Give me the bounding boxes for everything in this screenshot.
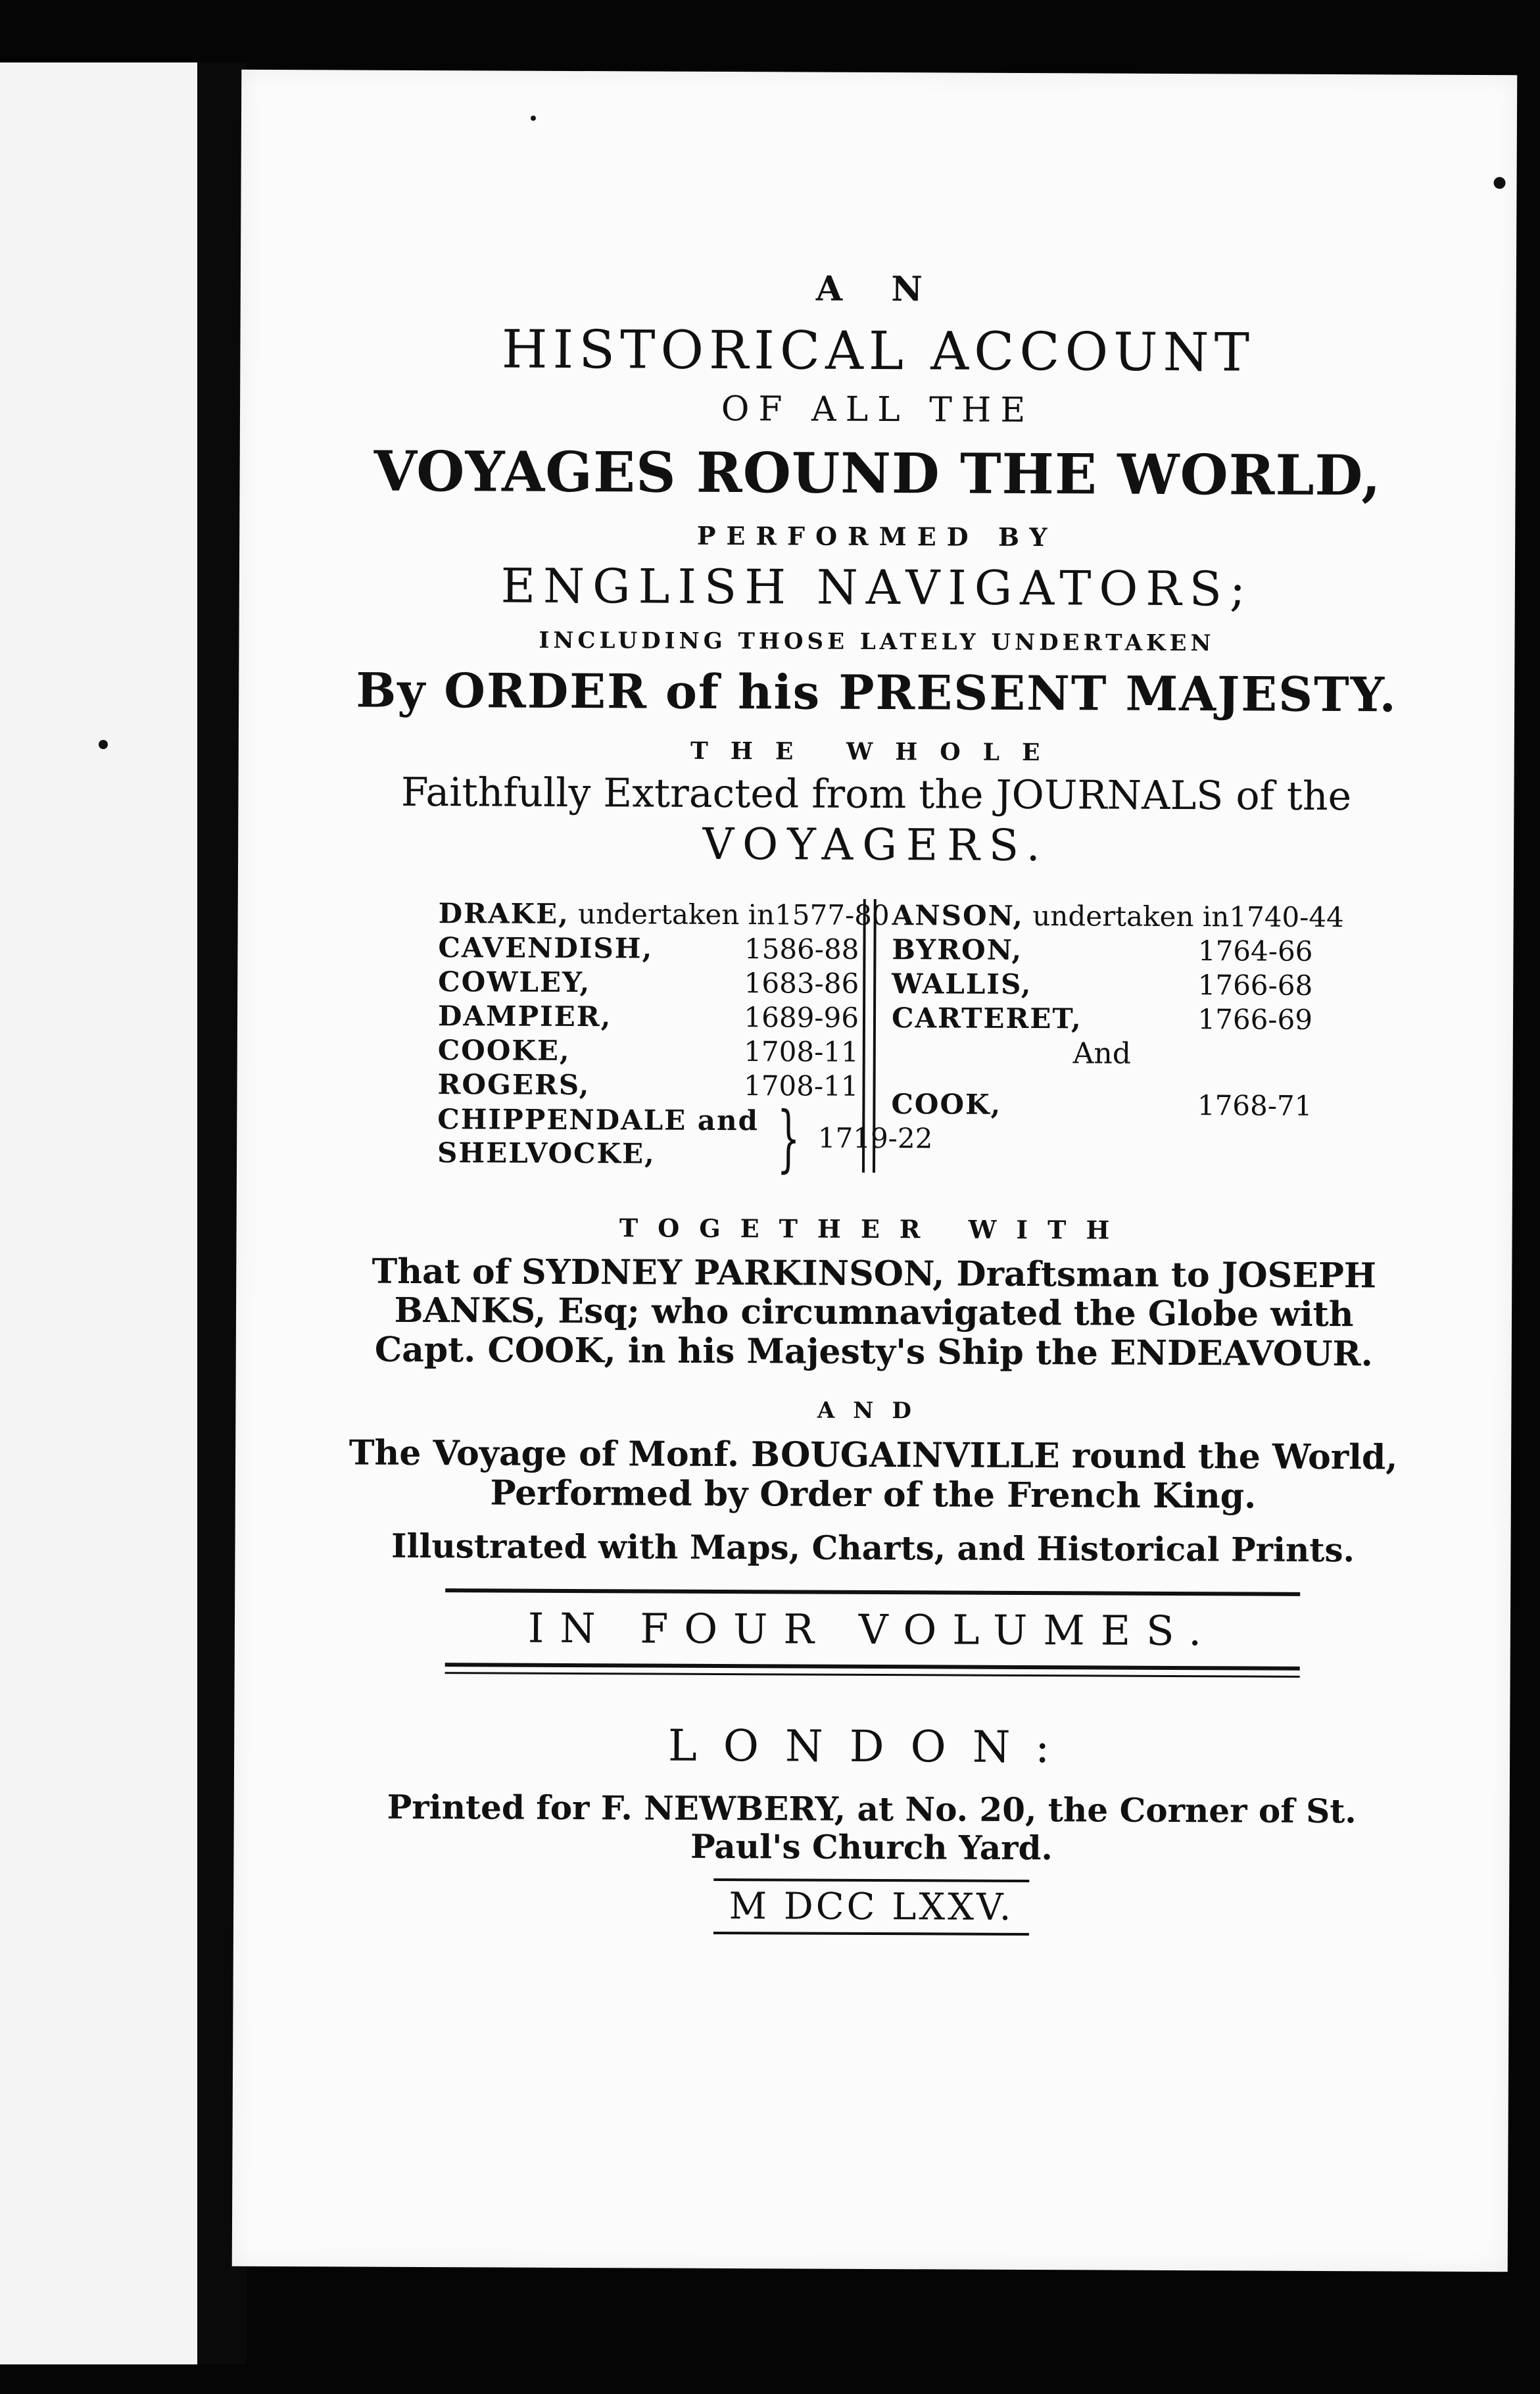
title-page: [232, 70, 1518, 2272]
together-with-heading: TOGETHER WITH: [619, 1213, 1130, 1245]
title-voyagers: VOYAGERS.: [702, 818, 1049, 871]
navigator-name: COOKE,: [437, 1033, 571, 1067]
title-historical-account: HISTORICAL ACCOUNT: [501, 318, 1255, 383]
navigator-name: DRAKE,: [438, 896, 569, 930]
parkinson-paragraph: [335, 1252, 1414, 1375]
voyage-years: 1577-80: [775, 898, 890, 931]
voyage-row: [891, 1070, 1312, 1140]
voyage-years: 1766-69: [1197, 1002, 1313, 1036]
double-rule-below-volumes: [445, 1663, 1300, 1678]
ink-speck: [531, 116, 536, 121]
title-the-whole: THE WHOLE: [690, 737, 1063, 766]
title-article: A N: [815, 268, 941, 310]
parkinson-line: That of SYDNEY PARKINSON, Draftsman to JOSEPH: [372, 1251, 1377, 1296]
voyage-and-row: [892, 1036, 1312, 1072]
title-voyages: VOYAGES ROUND THE WORLD,: [373, 438, 1382, 508]
rule-above-volumes: [445, 1588, 1300, 1596]
voyage-years: 1689-96: [744, 1000, 859, 1034]
voyage-row: [438, 931, 859, 967]
voyage-years: 1708-11: [744, 1035, 859, 1068]
and-heading: AND: [817, 1397, 930, 1425]
imprint-date: M DCC LXXV.: [713, 1878, 1029, 1936]
voyage-row: [892, 967, 1312, 1004]
title-including: INCLUDING THOSE LATELY UNDERTAKEN: [539, 627, 1215, 656]
double-rule-divider: [862, 899, 877, 1173]
voyage-note: undertaken in: [578, 897, 775, 931]
navigator-name: CHIPPENDALE and: [437, 1103, 759, 1137]
voyage-row: [892, 933, 1312, 969]
voyage-row: [892, 898, 1344, 935]
illustrated-line: Illustrated with Maps, Charts, and Historical Prints.: [391, 1526, 1355, 1569]
voyage-row: [438, 965, 859, 1002]
navigator-name: DAMPIER,: [437, 999, 612, 1033]
voyage-years: 1766-68: [1197, 968, 1313, 1002]
voyage-years: 1740-44: [1229, 900, 1344, 933]
brace-glyph: }: [777, 1096, 800, 1181]
voyage-row: [438, 1034, 859, 1070]
title-english-navigators: ENGLISH NAVIGATORS;: [500, 558, 1254, 617]
voyage-years: 1719-22: [817, 1121, 933, 1155]
navigator-name: COWLEY,: [438, 965, 591, 998]
title-of-all-the: OF ALL THE: [721, 389, 1035, 430]
navigator-name: COOK,: [891, 1087, 1002, 1121]
voyage-years: 1768-71: [1197, 1088, 1312, 1122]
imprint-line: Paul's Church Yard.: [690, 1826, 1053, 1867]
navigator-name: BYRON,: [892, 933, 1023, 966]
parkinson-line: Capt. COOK, in his Majesty's Ship the ENDEAVOUR.: [374, 1329, 1373, 1375]
navigator-name: ANSON,: [892, 898, 1024, 932]
ink-speck: [99, 740, 108, 749]
imprint-london: LONDON:: [667, 1721, 1076, 1773]
navigator-name: SHELVOCKE,: [437, 1136, 656, 1170]
voyages-right-column: [879, 898, 1344, 1175]
title-page-content: [332, 267, 1418, 1937]
imprint-line: Printed for F. NEWBERY, at No. 20, the Corner of St.: [387, 1788, 1357, 1831]
voyage-note: undertaken in: [1032, 899, 1230, 933]
navigator-name: CAVENDISH,: [438, 931, 654, 965]
voyage-row: [438, 1000, 859, 1036]
voyage-years: 1708-11: [743, 1069, 859, 1102]
imprint-printer: [332, 1788, 1410, 1869]
bougainville-line: The Voyage of Monf. BOUGAINVILLE round the World,: [349, 1432, 1398, 1478]
paired-navigators: [437, 1096, 818, 1181]
ink-speck: [1494, 177, 1506, 189]
voyages-left-column: [437, 896, 933, 1181]
navigator-name: WALLIS,: [892, 967, 1032, 1000]
voyage-years: 1683-86: [744, 966, 859, 1000]
bougainville-paragraph: [334, 1433, 1413, 1517]
facing-page: [0, 62, 197, 2364]
voyage-row-pair: [437, 1096, 933, 1181]
voyages-table: [437, 896, 1344, 1181]
title-performed-by: PERFORMED BY: [696, 521, 1058, 552]
parkinson-line: BANKS, Esq; who circumnavigated the Globe with: [394, 1290, 1354, 1335]
bougainville-line: Performed by Order of the French King.: [490, 1473, 1257, 1517]
navigator-name: CARTERET,: [891, 1001, 1082, 1035]
voyage-years: 1764-66: [1197, 934, 1313, 967]
and-label: And: [1072, 1037, 1132, 1071]
rule: [445, 1663, 1300, 1671]
title-by-order: By ORDER of his PRESENT MAJESTY.: [356, 662, 1398, 723]
rule: [445, 1673, 1300, 1678]
voyage-row: [892, 1002, 1312, 1038]
navigator-name: ROGERS,: [437, 1067, 590, 1101]
voyage-row: [438, 896, 890, 933]
volumes-line: IN FOUR VOLUMES.: [527, 1603, 1218, 1655]
voyage-years: 1586-88: [744, 932, 859, 965]
title-faithfully: Faithfully Extracted from the JOURNALS of the: [400, 769, 1352, 820]
